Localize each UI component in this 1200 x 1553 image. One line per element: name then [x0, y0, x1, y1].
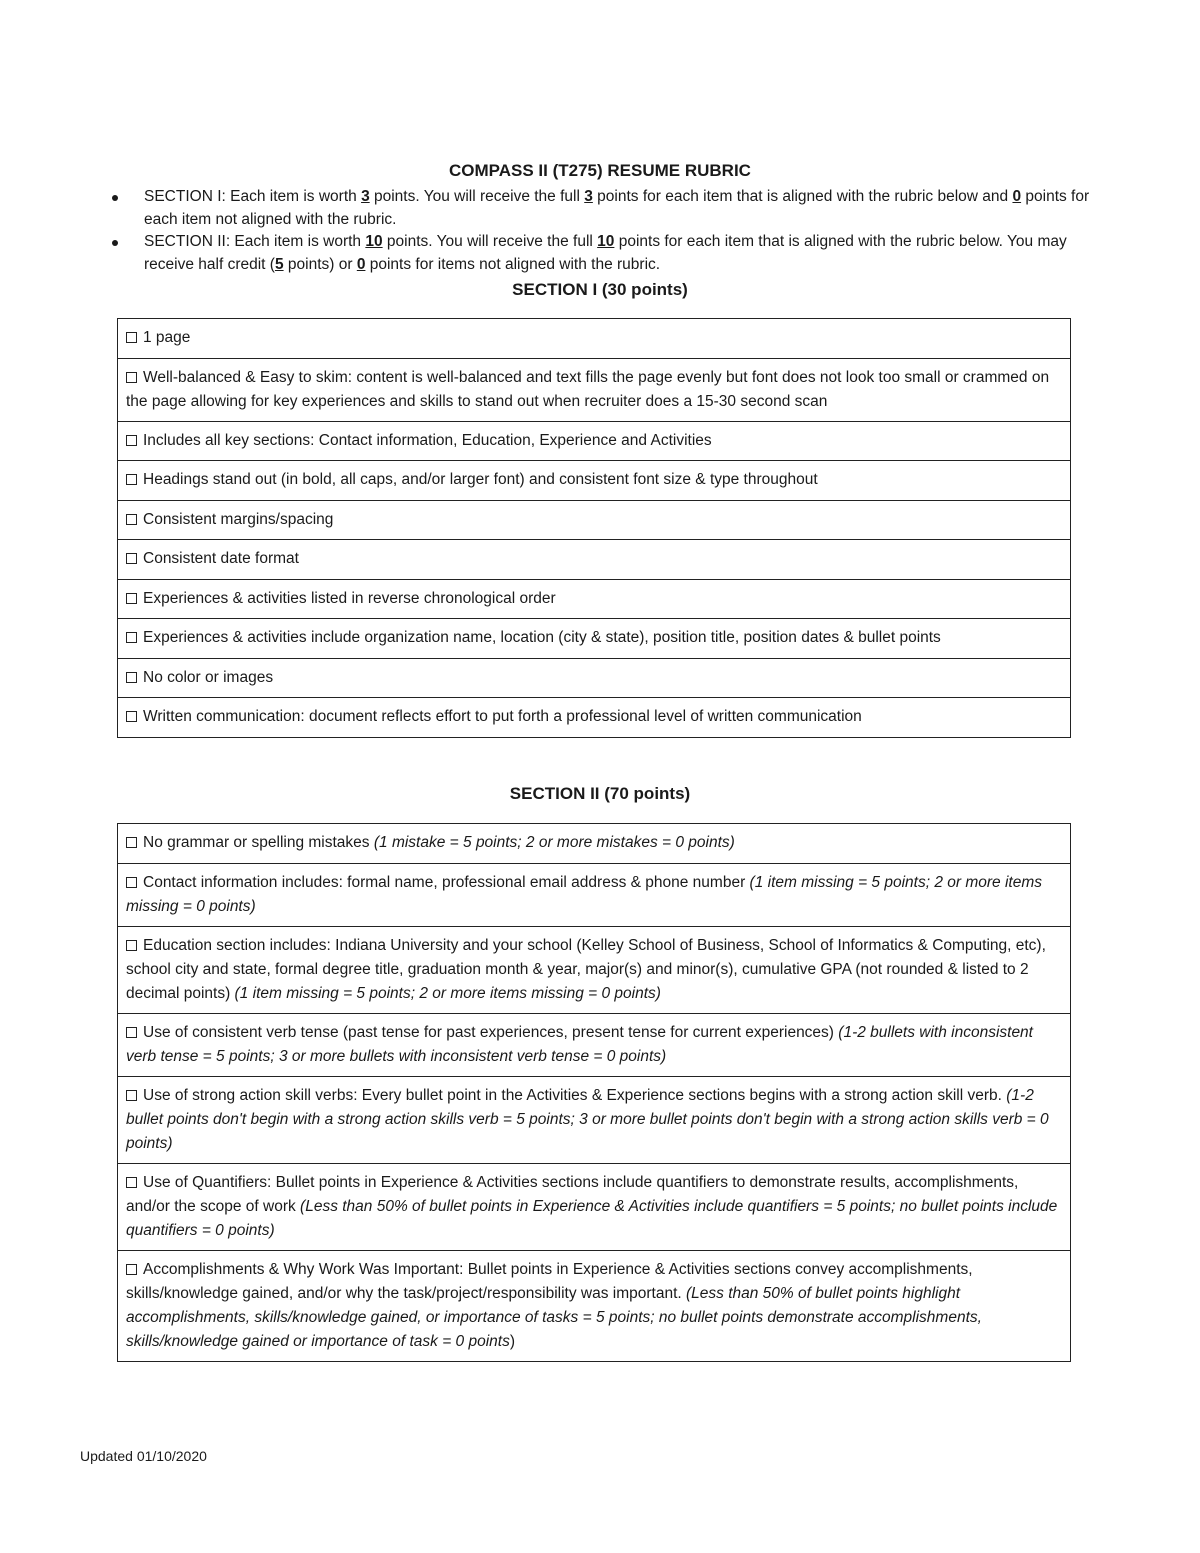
- rubric-row: [118, 500, 1071, 540]
- instruction-section-1: [112, 186, 1102, 231]
- checkbox-icon[interactable]: [126, 1177, 137, 1188]
- checkbox-icon[interactable]: [126, 940, 137, 951]
- rubric-row: [118, 863, 1071, 926]
- rubric-item-text: Accomplishments & Why Work Was Important: Bullet points in Experience & Activities sections convey accomplishments, skills/knowledge gained, and/or why the task/project/responsibility was important.: [126, 1260, 973, 1302]
- rubric-row: [118, 1076, 1071, 1163]
- points-value: 5: [274, 255, 284, 273]
- scoring-note: (Less than 50% of bullet points highlight accomplishments, skills/knowledge gained, or importance of tasks = 5 points; no bullet points demonstrate accomplishments, skills/knowledge gained or importance of task = 0 points: [126, 1284, 982, 1350]
- rubric-row: [118, 658, 1071, 698]
- checkbox-icon[interactable]: [126, 877, 137, 888]
- rubric-item: [118, 500, 1071, 540]
- rubric-item-text: 1 page: [143, 329, 191, 347]
- checkbox-icon[interactable]: [126, 593, 137, 604]
- section-2-title: SECTION II (70 points): [509, 784, 691, 803]
- page-title: COMPASS II (T275) RESUME RUBRIC: [449, 161, 751, 180]
- checkbox-icon[interactable]: [126, 1264, 137, 1275]
- rubric-row: [118, 619, 1071, 659]
- instruction-text: points. You will receive the full: [369, 188, 585, 205]
- scoring-note: (1 item missing = 5 points; 2 or more items missing = 0 points): [126, 873, 1042, 915]
- closing-paren: ): [509, 1332, 516, 1350]
- checkbox-icon[interactable]: [126, 632, 137, 643]
- points-value: 0: [1012, 188, 1022, 205]
- rubric-row: [118, 579, 1071, 619]
- rubric-item: [118, 1250, 1071, 1361]
- instruction-text: points) or: [283, 255, 357, 273]
- section-1-title: SECTION I (30 points): [512, 280, 688, 299]
- checkbox-icon[interactable]: [126, 372, 137, 383]
- scoring-note: (Less than 50% of bullet points in Experience & Activities include quantifiers = 5 points; no bullet points include quantifiers = 0 points): [126, 1197, 1058, 1239]
- rubric-item: [118, 863, 1071, 926]
- bullet-icon: [112, 240, 118, 246]
- points-value: 10: [365, 233, 383, 250]
- rubric-item: [118, 461, 1071, 501]
- rubric-row: [118, 1013, 1071, 1076]
- points-value: 0: [356, 255, 366, 273]
- points-value: 3: [361, 188, 370, 205]
- rubric-row: [118, 824, 1071, 864]
- rubric-item: [118, 698, 1071, 738]
- instruction-text: points. You will receive the full: [382, 233, 598, 250]
- rubric-item: [118, 658, 1071, 698]
- rubric-item: [118, 540, 1071, 580]
- rubric-item-text: No grammar or spelling mistakes: [143, 834, 374, 852]
- points-value: 3: [584, 188, 593, 205]
- rubric-item: [118, 319, 1071, 359]
- rubric-row: [118, 698, 1071, 738]
- rubric-row: [118, 461, 1071, 501]
- rubric-row: [118, 1250, 1071, 1361]
- rubric-item-text: Contact information includes: formal name, professional email address & phone number: [143, 873, 750, 891]
- rubric-row: [118, 540, 1071, 580]
- instruction-text: SECTION II: Each item is worth: [144, 233, 366, 250]
- updated-date: Updated 01/10/2020: [80, 1448, 207, 1464]
- section-2-rubric-table: [117, 823, 1071, 1362]
- rubric-row: [118, 358, 1071, 421]
- rubric-item: [118, 579, 1071, 619]
- instructions-list: [112, 186, 1102, 276]
- checkbox-icon[interactable]: [126, 514, 137, 525]
- instruction-text: points for each item not aligned with the rubric.: [144, 188, 1090, 228]
- checkbox-icon[interactable]: [126, 474, 137, 485]
- rubric-item-text: Consistent margins/spacing: [143, 510, 334, 528]
- rubric-item-text: Use of strong action skill verbs: Every bullet point in the Activities & Experience sections begins with a strong action skill verb.: [143, 1086, 1007, 1104]
- checkbox-icon[interactable]: [126, 672, 137, 683]
- checkbox-icon[interactable]: [126, 711, 137, 722]
- rubric-item-text: Includes all key sections: Contact information, Education, Experience and Activities: [143, 431, 712, 449]
- checkbox-icon[interactable]: [126, 1027, 137, 1038]
- scoring-note: (1-2 bullets with inconsistent verb tense = 5 points; 3 or more bullets with inconsistent verb tense = 0 points): [126, 1023, 1033, 1065]
- rubric-item: [118, 358, 1071, 421]
- rubric-item-text: Experiences & activities listed in reverse chronological order: [143, 589, 556, 607]
- scoring-note: (1 mistake = 5 points; 2 or more mistakes = 0 points): [373, 834, 735, 852]
- rubric-row: [118, 1163, 1071, 1250]
- instruction-section-2: [112, 231, 1102, 276]
- rubric-item: [118, 926, 1071, 1013]
- bullet-icon: [112, 195, 118, 201]
- rubric-item-text: Well-balanced & Easy to skim: content is well-balanced and text fills the page evenly but font does not look too small or crammed on the page allowing for key experiences and skills to stand out when recruiter does a 15-30 second scan: [126, 368, 1050, 410]
- rubric-item-text: Headings stand out (in bold, all caps, and/or larger font) and consistent font size & type throughout: [143, 471, 818, 489]
- rubric-item: [118, 1013, 1071, 1076]
- rubric-row: [118, 421, 1071, 461]
- rubric-item: [118, 1076, 1071, 1163]
- rubric-item: [118, 619, 1071, 659]
- rubric-item-text: Education section includes: Indiana University and your school (Kelley School of Business, School of Informatics & Computing, etc), school city and state, formal degree title, graduation month & year, major(s) and minor(s), cumulative GPA (not rounded & listed to 2 decimal points): [126, 936, 1046, 1002]
- rubric-item: [118, 421, 1071, 461]
- checkbox-icon[interactable]: [126, 1090, 137, 1101]
- instruction-text: points for each item that is aligned with the rubric below and: [592, 188, 1013, 205]
- section-1-rubric-table: [117, 318, 1071, 738]
- checkbox-icon[interactable]: [126, 435, 137, 446]
- rubric-item-text: Consistent date format: [143, 550, 299, 568]
- rubric-item-text: No color or images: [143, 668, 274, 686]
- rubric-item: [118, 1163, 1071, 1250]
- rubric-item-text: Written communication: document reflects effort to put forth a professional level of written communication: [143, 708, 862, 726]
- rubric-item-text: Use of Quantifiers: Bullet points in Experience & Activities sections include quantifiers to demonstrate results, accomplishments, and/or the scope of work: [126, 1173, 1019, 1215]
- rubric-item-text: Experiences & activities include organization name, location (city & state), position title, position dates & bullet points: [143, 629, 941, 647]
- checkbox-icon[interactable]: [126, 837, 137, 848]
- scoring-note: (1-2 bullet points don't begin with a strong action skills verb = 5 points; 3 or more bullet points don't begin with a strong action skills verb = 0 points): [126, 1086, 1049, 1152]
- points-value: 10: [597, 233, 615, 250]
- rubric-row: [118, 319, 1071, 359]
- scoring-note: (1 item missing = 5 points; 2 or more items missing = 0 points): [234, 984, 661, 1002]
- instruction-text: points for each item that is aligned with the rubric below. You may receive half credit (: [144, 233, 1067, 273]
- checkbox-icon[interactable]: [126, 553, 137, 564]
- rubric-item-text: Use of consistent verb tense (past tense for past experiences, present tense for current experiences): [143, 1023, 839, 1041]
- instruction-text: points for items not aligned with the rubric.: [365, 255, 661, 273]
- rubric-row: [118, 926, 1071, 1013]
- instruction-text: SECTION I: Each item is worth: [144, 188, 362, 205]
- rubric-item: [118, 824, 1071, 864]
- checkbox-icon[interactable]: [126, 332, 137, 343]
